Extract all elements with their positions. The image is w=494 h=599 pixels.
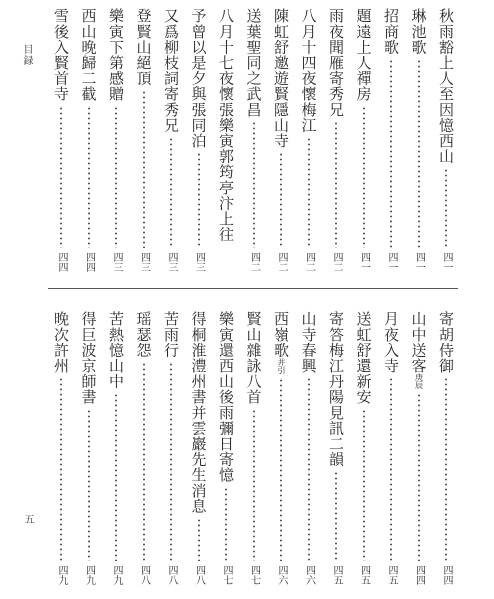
dot-leader bbox=[143, 90, 145, 248]
entry-title: 雪後入賢首寺 bbox=[52, 8, 70, 102]
dot-leader bbox=[60, 106, 62, 248]
entry-title: 秋雨豁上人至因憶西山 bbox=[437, 8, 455, 164]
dot-leader bbox=[170, 137, 172, 248]
entry-title: 得桐淮澧州書并雲巖先生消息 bbox=[189, 311, 208, 514]
dot-leader bbox=[88, 106, 90, 248]
entry-title: 又爲柳枝詞寄秀兄 bbox=[162, 8, 180, 133]
entry-title: 賢山雜詠八首 bbox=[244, 311, 263, 405]
toc-entry bbox=[107, 311, 125, 585]
dot-leader bbox=[335, 471, 337, 561]
entry-page-number: 四四 bbox=[441, 565, 452, 585]
page-number: 五 bbox=[22, 514, 33, 525]
entry-page-number: 四二 bbox=[331, 252, 342, 272]
entry-title: 樂寅下第感贈 bbox=[107, 8, 125, 102]
entry-title: 陳虹舒邀遊賢隱山寺 bbox=[272, 8, 290, 149]
entry-title: 瑶瑟怨 bbox=[134, 311, 153, 358]
dot-leader bbox=[363, 106, 365, 248]
entry-page-number: 四一 bbox=[386, 252, 397, 272]
entry-page-number: 四六 bbox=[303, 565, 315, 585]
dot-leader bbox=[280, 152, 282, 248]
dot-leader bbox=[143, 362, 145, 561]
toc-entry bbox=[355, 8, 373, 272]
toc-entry bbox=[300, 311, 318, 585]
toc-entry bbox=[52, 8, 70, 272]
dot-leader bbox=[445, 168, 447, 248]
entry-title: 西嶺歌 bbox=[272, 311, 290, 358]
entry-title: 予曾以是夕與張同泊 bbox=[189, 8, 208, 149]
toc-entry bbox=[382, 8, 400, 272]
toc-entry bbox=[327, 311, 345, 585]
toc-entry bbox=[300, 8, 318, 272]
entry-page-number: 四六 bbox=[276, 565, 287, 585]
dot-leader bbox=[418, 393, 420, 561]
dot-leader bbox=[88, 409, 90, 561]
toc-entry bbox=[272, 311, 290, 585]
entry-page-number: 四七 bbox=[221, 565, 232, 585]
entry-page-number: 四八 bbox=[166, 565, 177, 585]
dot-leader bbox=[60, 377, 62, 561]
entry-title: 八月十四夜懷梅江 bbox=[299, 8, 318, 133]
entry-page-number: 四三 bbox=[166, 252, 177, 272]
dot-leader bbox=[335, 121, 337, 248]
entry-title: 送虹舒還新安 bbox=[354, 311, 373, 405]
entry-title: 登賢山絕頂 bbox=[134, 8, 153, 86]
toc-entry bbox=[410, 311, 428, 585]
dot-leader bbox=[115, 106, 117, 248]
entry-page-number: 四九 bbox=[111, 565, 122, 585]
toc-entry bbox=[217, 8, 235, 272]
entry-page-number: 四三 bbox=[138, 252, 150, 272]
entry-title: 西山晚歸二截 bbox=[79, 8, 98, 102]
entry-page-number: 四三 bbox=[111, 252, 122, 272]
entry-title: 月夜入寺 bbox=[382, 311, 400, 374]
toc-entry bbox=[162, 311, 180, 585]
entry-page-number: 四八 bbox=[138, 565, 150, 585]
dot-leader bbox=[363, 409, 365, 561]
toc-entry bbox=[162, 8, 180, 272]
entry-title: 苦雨行 bbox=[162, 311, 180, 358]
toc-entry bbox=[437, 8, 455, 272]
entry-title: 寄答梅江丹陽見訊二韻 bbox=[327, 311, 345, 467]
toc-entry bbox=[190, 8, 208, 272]
entry-title: 寄胡侍御 bbox=[437, 311, 455, 374]
dot-leader bbox=[225, 487, 227, 561]
entry-page-number: 四八 bbox=[193, 565, 205, 585]
entry-page-number: 四三 bbox=[193, 252, 205, 272]
dot-leader bbox=[253, 409, 255, 561]
entry-page-number: 四九 bbox=[56, 565, 67, 585]
toc-entry bbox=[327, 8, 345, 272]
entry-page-number: 四四 bbox=[56, 252, 67, 272]
entry-title: 八月十七夜懷張樂寅郭筠亭汴上往 bbox=[217, 8, 235, 242]
entry-page-number: 四二 bbox=[248, 252, 260, 272]
entry-page-number: 四一 bbox=[441, 252, 452, 272]
toc-entry bbox=[52, 311, 70, 585]
toc-entry bbox=[190, 311, 208, 585]
toc-entry bbox=[217, 311, 235, 585]
entry-annotation: 并引 bbox=[277, 357, 286, 374]
dot-leader bbox=[308, 377, 310, 561]
entry-title: 送葉聖同之武昌 bbox=[244, 8, 263, 118]
entry-title: 招商歌 bbox=[382, 8, 400, 55]
entry-page-number: 四二 bbox=[303, 252, 315, 272]
toc-entry bbox=[135, 8, 153, 272]
entry-page-number: 四二 bbox=[276, 252, 287, 272]
entry-page-number: 四五 bbox=[358, 565, 370, 585]
entry-title: 苦熱憶山中 bbox=[107, 311, 125, 389]
entry-page-number: 四七 bbox=[248, 565, 260, 585]
dot-leader bbox=[308, 137, 310, 248]
toc-entry bbox=[437, 311, 455, 585]
entry-title: 得巨波京師書 bbox=[79, 311, 98, 405]
entry-page-number: 四一 bbox=[358, 252, 370, 272]
entry-title: 晚次許州 bbox=[52, 311, 70, 374]
dot-leader bbox=[390, 377, 392, 561]
dot-leader bbox=[445, 377, 447, 561]
entry-page-number: 四九 bbox=[83, 565, 95, 585]
dot-leader bbox=[390, 59, 392, 248]
entry-annotation: 庚辰 bbox=[414, 373, 424, 390]
toc-entry bbox=[272, 8, 290, 272]
toc-entry bbox=[245, 311, 263, 585]
entry-title: 山中送客 bbox=[409, 311, 428, 374]
entry-page-number: 四五 bbox=[386, 565, 397, 585]
entry-title: 題遠上人禪房 bbox=[354, 8, 373, 102]
dot-leader bbox=[115, 393, 117, 561]
entry-page-number: 四四 bbox=[83, 252, 95, 272]
dot-leader bbox=[418, 59, 420, 248]
toc-entry bbox=[135, 311, 153, 585]
toc-entry bbox=[355, 311, 373, 585]
entry-page-number: 四五 bbox=[331, 565, 342, 585]
dot-leader bbox=[280, 378, 282, 561]
entry-page-number: 四一 bbox=[413, 252, 425, 272]
dot-leader bbox=[253, 121, 255, 248]
entry-title: 山寺春興 bbox=[299, 311, 318, 374]
toc-entry bbox=[80, 311, 98, 585]
section-label: 目録 bbox=[21, 44, 32, 66]
dot-leader bbox=[170, 362, 172, 561]
entry-title: 雨夜聞雁寄秀兄 bbox=[327, 8, 345, 118]
toc-entry bbox=[245, 8, 263, 272]
dot-leader bbox=[198, 518, 200, 561]
entry-page-number: 四四 bbox=[413, 565, 425, 585]
section-divider bbox=[48, 288, 458, 289]
entry-title: 樂寅還西山後雨彌日寄憶 bbox=[217, 311, 235, 483]
toc-entry bbox=[410, 8, 428, 272]
toc-entry bbox=[382, 311, 400, 585]
toc-entry bbox=[107, 8, 125, 272]
toc-entry bbox=[80, 8, 98, 272]
entry-title: 琳池歌 bbox=[409, 8, 428, 55]
dot-leader bbox=[198, 152, 200, 248]
